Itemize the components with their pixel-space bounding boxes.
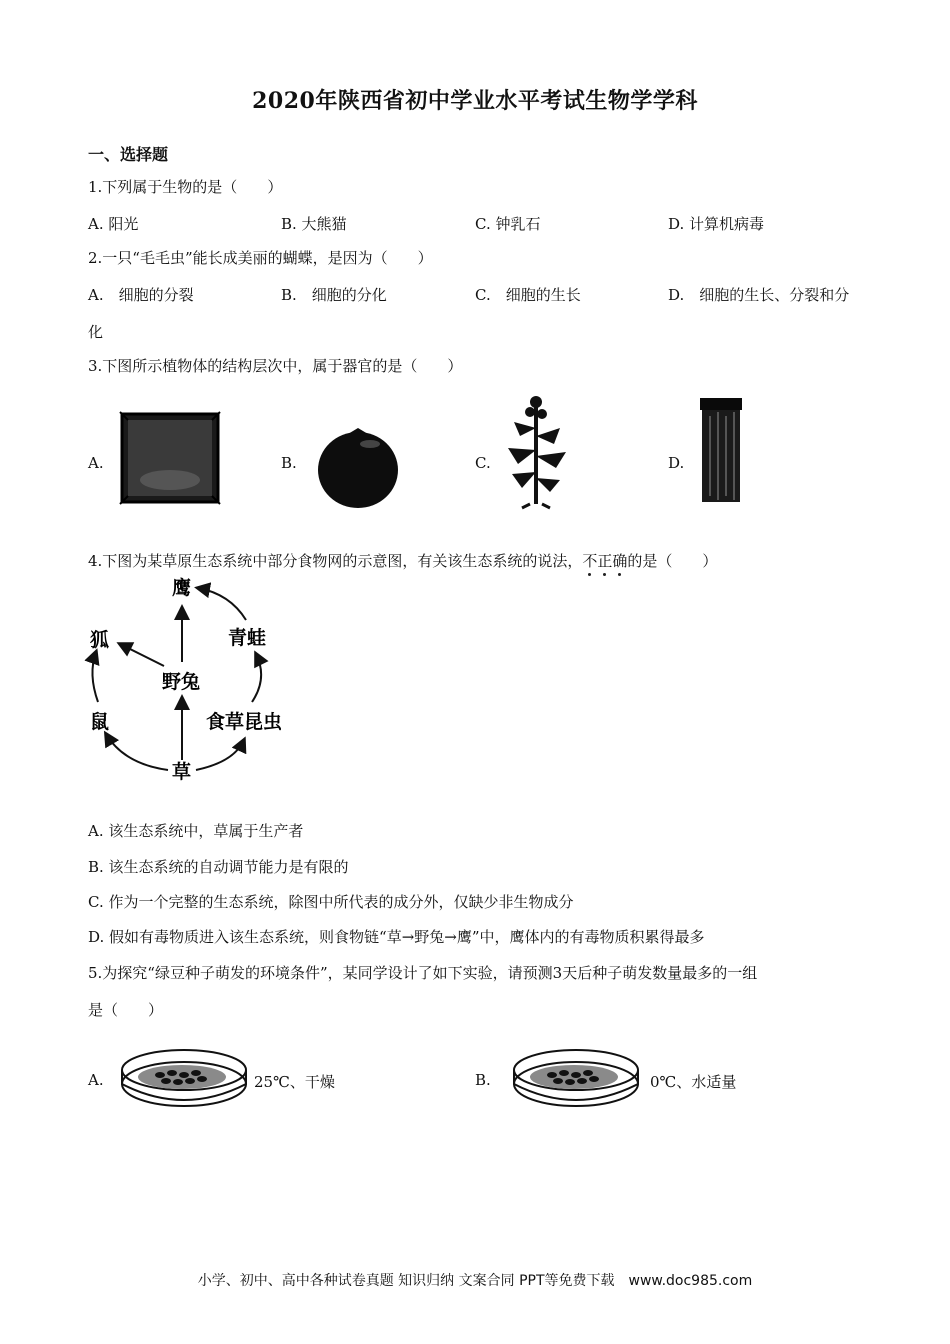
q1-option-c: C. 钟乳石	[475, 215, 541, 233]
q1-option-d: D. 计算机病毒	[668, 215, 765, 233]
whole-plant-image	[500, 392, 580, 510]
food-web-diagram	[84, 574, 304, 784]
node-mouse: 鼠	[90, 711, 110, 733]
q4-stem-after: 的是（ ）	[627, 552, 718, 570]
arrow-insect-frog	[252, 654, 261, 702]
question-5-stem: 5.为探究“绿豆种子萌发的环境条件”，某同学设计了如下实验，请预测3天后种子萌发数量最多的一组	[88, 964, 758, 982]
q4-option-b: B. 该生态系统的自动调节能力是有限的	[88, 858, 349, 876]
q3-label-a: A.	[88, 454, 104, 472]
node-rabbit: 野兔	[162, 671, 201, 693]
q2-option-d-wrap: 化	[88, 323, 104, 341]
q2-option-d: D. 细胞的生长、分裂和分	[668, 286, 850, 304]
question-1-stem: 1.下列属于生物的是（ ）	[88, 178, 283, 196]
node-insect: 食草昆虫	[206, 711, 283, 733]
arrow-rabbit-fox	[120, 644, 164, 666]
q5-label-b: B.	[475, 1071, 491, 1089]
stem-tissue-image	[696, 396, 746, 504]
q3-label-b: B.	[281, 454, 297, 472]
petri-dish-b	[508, 1040, 644, 1120]
q1-option-a: A. 阳光	[88, 215, 139, 233]
question-5-stem-wrap: 是（ ）	[88, 1001, 164, 1019]
q4-emph-char: 确	[612, 552, 628, 570]
node-fox: 狐	[90, 629, 110, 651]
q2-option-a: A. 细胞的分裂	[88, 286, 194, 304]
q5-condition-b: 0℃、水适量	[650, 1073, 737, 1091]
q4-option-d: D. 假如有毒物质进入该生态系统，则食物链“草→野兔→鹰”中，鹰体内的有毒物质积累得最多	[88, 928, 705, 946]
petri-dish-a	[116, 1040, 252, 1120]
q5-condition-a: 25℃、干燥	[254, 1073, 335, 1091]
q4-stem-before: 4.下图为某草原生态系统中部分食物网的示意图，有关该生态系统的说法，	[88, 552, 583, 570]
q3-label-d: D.	[668, 454, 685, 472]
q5-label-a: A.	[88, 1071, 104, 1089]
tissue-image	[116, 410, 226, 506]
arrow-frog-hawk	[198, 588, 246, 620]
question-2-stem: 2.一只“毛毛虫”能长成美丽的蝴蝶，是因为（ ）	[88, 249, 433, 267]
page-title: 2020年陕西省初中学业水平考试生物学学科	[252, 88, 698, 114]
q4-option-c: C. 作为一个完整的生态系统，除图中所代表的成分外，仅缺少非生物成分	[88, 893, 574, 911]
tomato-fruit-image	[310, 420, 406, 512]
q3-label-c: C.	[475, 454, 491, 472]
section-heading: 一、选择题	[88, 145, 169, 164]
q4-option-a: A. 该生态系统中，草属于生产者	[88, 822, 304, 840]
arrow-grass-mouse	[106, 734, 168, 770]
q2-option-b: B. 细胞的分化	[281, 286, 387, 304]
q4-emphasis-not-correct	[582, 552, 627, 570]
question-3-stem: 3.下图所示植物体的结构层次中，属于器官的是（ ）	[88, 357, 463, 375]
q4-emph-char: 不	[582, 552, 598, 570]
q2-option-c: C. 细胞的生长	[475, 286, 581, 304]
page-footer: 小学、初中、高中各种试卷真题 知识归纳 文案合同 PPT等免费下载 www.doc985.com	[197, 1273, 753, 1289]
q4-emph-char: 正	[597, 552, 613, 570]
node-frog: 青蛙	[228, 627, 267, 649]
node-hawk: 鹰	[172, 577, 192, 599]
question-4-stem	[88, 550, 717, 571]
q1-option-b: B. 大熊猫	[281, 215, 347, 233]
arrow-grass-insect	[196, 740, 244, 770]
arrow-mouse-fox	[92, 652, 98, 702]
node-grass: 草	[172, 761, 192, 783]
